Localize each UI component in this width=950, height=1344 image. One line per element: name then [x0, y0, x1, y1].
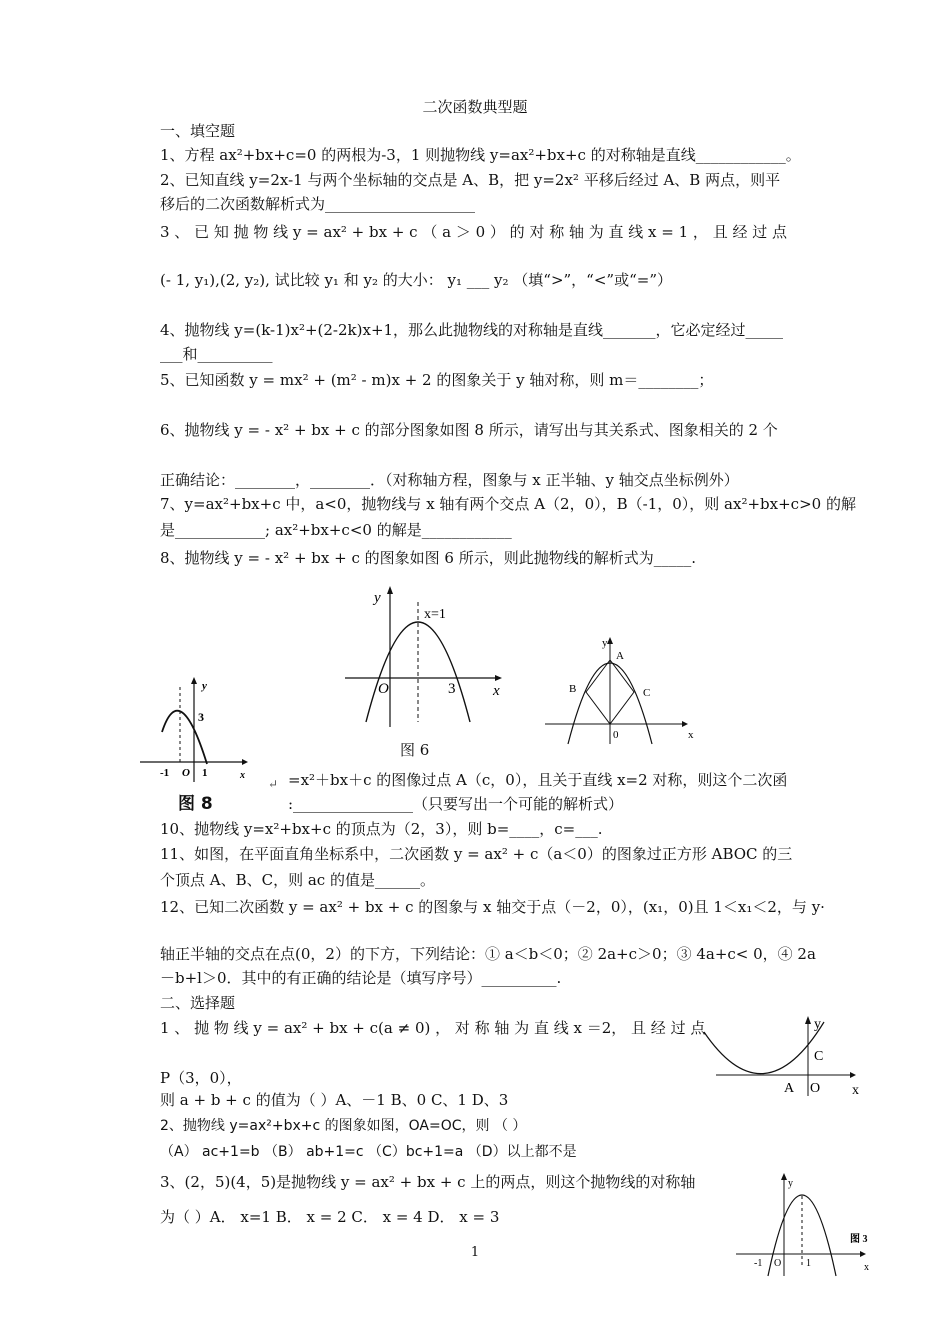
fig6-y-label: y	[374, 590, 381, 606]
question-7-line-1: 7、y=ax²+bx+c 中，a<0，抛物线与 x 轴有两个交点 A（2，0），B（-1，0），则 ax²+bx+c>0 的解	[160, 495, 856, 513]
choice-2-line-2: （A） ac+1=b （B） ab+1=c （C）bc+1=a （D）以上都不是	[160, 1144, 577, 1160]
fig6-caption: 图 6	[400, 741, 430, 759]
fig8-x-label: x	[240, 770, 245, 781]
fig6-origin: O	[378, 681, 389, 697]
question-2-line-1: 2、已知直线 y=2x-1 与两个坐标轴的交点是 A、B，把 y=2x² 平移后经过 A、B 两点，则平	[160, 171, 781, 189]
question-12-line-1: 12、已知二次函数 y = ax² + bx + c 的图象与 x 轴交于点（－2，0），(x₁，0)且 1＜x₁＜2，与 y·	[160, 898, 825, 916]
question-11-line-1: 11、如图，在平面直角坐标系中，二次函数 y = ax² + c（a＜0）的图象过正方形 ABOC 的三	[160, 845, 793, 863]
fig3-origin: O	[774, 1258, 782, 1269]
question-4-line-2: ___和__________	[160, 345, 273, 363]
fig6-y-arrow	[387, 586, 393, 594]
fig6-x-label: x	[493, 683, 500, 699]
figure-3	[732, 1168, 882, 1280]
question-6-line-2: 正确结论：________，________．（对称轴方程，图象与 x 正半轴、y 轴交点坐标例外）	[160, 471, 739, 489]
question-2-line-2: 移后的二次函数解析式为____________________	[160, 195, 476, 213]
question-4-line-1: 4、抛物线 y=(k-1)x²+(2-2k)x+1，那么此抛物线的对称轴是直线_______，它必定经过_____	[160, 321, 784, 339]
c1-x-label: x	[852, 1083, 859, 1098]
fig8-one: 1	[202, 767, 208, 779]
fig3-caption: 图 3	[850, 1234, 868, 1245]
question-1: 1、方程 ax²+bx+c=0 的两根为-3，1 则抛物线 y=ax²+bx+c 的对称轴是直线____________。	[160, 146, 801, 164]
question-9-line-2: :________________（只要写出一个可能的解析式）	[288, 795, 624, 813]
sq-label-a: A	[616, 650, 624, 662]
fig8-caption: 图 8	[178, 794, 213, 814]
fig8-three: 3	[198, 710, 204, 724]
choice-1-line-2: P（3，0），	[160, 1069, 242, 1087]
question-9-line-1: =x²＋bx＋c 的图像过点 A（c，0），且关于直线 x=2 对称，则这个二次函	[288, 771, 788, 789]
figure-6	[340, 582, 510, 732]
section-fill-blank: 一、填空题	[160, 122, 236, 140]
fig6-x-arrow	[495, 675, 502, 681]
question-3-line-1: 3 、 已 知 抛 物 线 y = ax² + bx + c （ a ＞ 0 ） 的 对 称 轴 为 直 线 x = 1 ， 且 经 过 点	[160, 223, 788, 241]
figure-8	[140, 672, 250, 792]
fig8-x-arrow	[242, 759, 248, 765]
fig8-neg1: -1	[160, 767, 170, 779]
sq-label-c: C	[643, 687, 651, 699]
sq-label-b: B	[569, 683, 577, 695]
figure-choice-1	[700, 1012, 870, 1100]
choice-1-line-1: 1 、 抛 物 线 y = ax² + bx + c(a ≠ 0) ， 对 称 轴 为 直 线 x ＝2， 且 经 过 点	[160, 1019, 706, 1037]
fig8-y-label: y	[202, 680, 207, 692]
fig6-three: 3	[448, 681, 456, 697]
c1-y-label: y	[814, 1017, 821, 1032]
c1-y-arrow	[805, 1016, 811, 1024]
question-5: 5、已知函数 y = mx² + (m² - m)x + 2 的图象关于 y 轴对称，则 m＝________；	[160, 371, 714, 389]
sq-origin: 0	[613, 729, 619, 741]
fig3-x-label: x	[864, 1262, 869, 1273]
choice-1-line-3: 则 a + b + c 的值为（ ）A、－1 B、0 C、1 D、3	[160, 1091, 509, 1109]
c1-parabola	[704, 1022, 824, 1074]
sq-y-arrow	[607, 637, 613, 644]
question-11-line-2: 个顶点 A、B、C，则 ac 的值是______。	[160, 871, 435, 889]
question-8: 8、抛物线 y = - x² + bx + c 的图象如图 6 所示，则此抛物线的解析式为_____.	[160, 549, 696, 567]
fig6-symmetry-label: x=1	[424, 607, 446, 622]
page-number: 1	[470, 1245, 480, 1260]
c1-label-a: A	[784, 1081, 795, 1096]
fig3-y-arrow	[781, 1173, 787, 1180]
question-10: 10、抛物线 y=x²+bx+c 的顶点为（2，3），则 b=____，c=___.	[160, 820, 603, 838]
sq-y-label: y	[602, 637, 608, 649]
question-7-line-2: 是____________; ax²+bx+c<0 的解是____________	[160, 521, 512, 539]
question-3-line-2: (- 1, y₁),(2, y₂), 试比较 y₁ 和 y₂ 的大小： y₁ ___ y₂ （填“>”，“<”或“=”）	[160, 271, 672, 289]
fig3-y-label: y	[788, 1178, 793, 1189]
return-mark: ↵	[268, 777, 279, 791]
question-12-line-2: 轴正半轴的交点在点(0，2）的下方，下列结论：① a＜b＜0；② 2a+c＞0；③ 4a+c< 0，④ 2a	[160, 945, 816, 963]
choice-3-line-1: 3、(2，5)(4，5)是抛物线 y = ax² + bx + c 上的两点，则这个抛物线的对称轴	[160, 1173, 696, 1191]
choice-2-line-1: 2、抛物线 y=ax²+bx+c 的图象如图，OA=OC，则 （ ）	[160, 1118, 527, 1134]
c1-origin: O	[810, 1081, 821, 1096]
fig8-y-arrow	[191, 677, 197, 684]
question-6-line-1: 6、抛物线 y = - x² + bx + c 的部分图象如图 8 所示，请写出与其关系式、图象相关的 2 个	[160, 421, 778, 439]
fig3-one: 1	[806, 1258, 811, 1269]
fig8-origin: O	[182, 767, 190, 779]
sq-x-arrow	[682, 721, 688, 727]
figure-square-abco	[540, 632, 700, 747]
choice-3-line-2: 为（ ）A． x=1 B． x = 2 C． x = 4 D． x = 3	[160, 1208, 500, 1226]
c1-label-c: C	[814, 1049, 824, 1064]
question-12-line-3: －b+l＞0．其中的有正确的结论是（填写序号）__________.	[160, 969, 562, 987]
sq-x-label: x	[688, 729, 694, 741]
fig3-neg1: -1	[754, 1258, 763, 1269]
section-choice: 二、选择题	[160, 994, 236, 1012]
c1-x-arrow	[850, 1072, 856, 1078]
page-title: 二次函数典型题	[422, 98, 528, 116]
